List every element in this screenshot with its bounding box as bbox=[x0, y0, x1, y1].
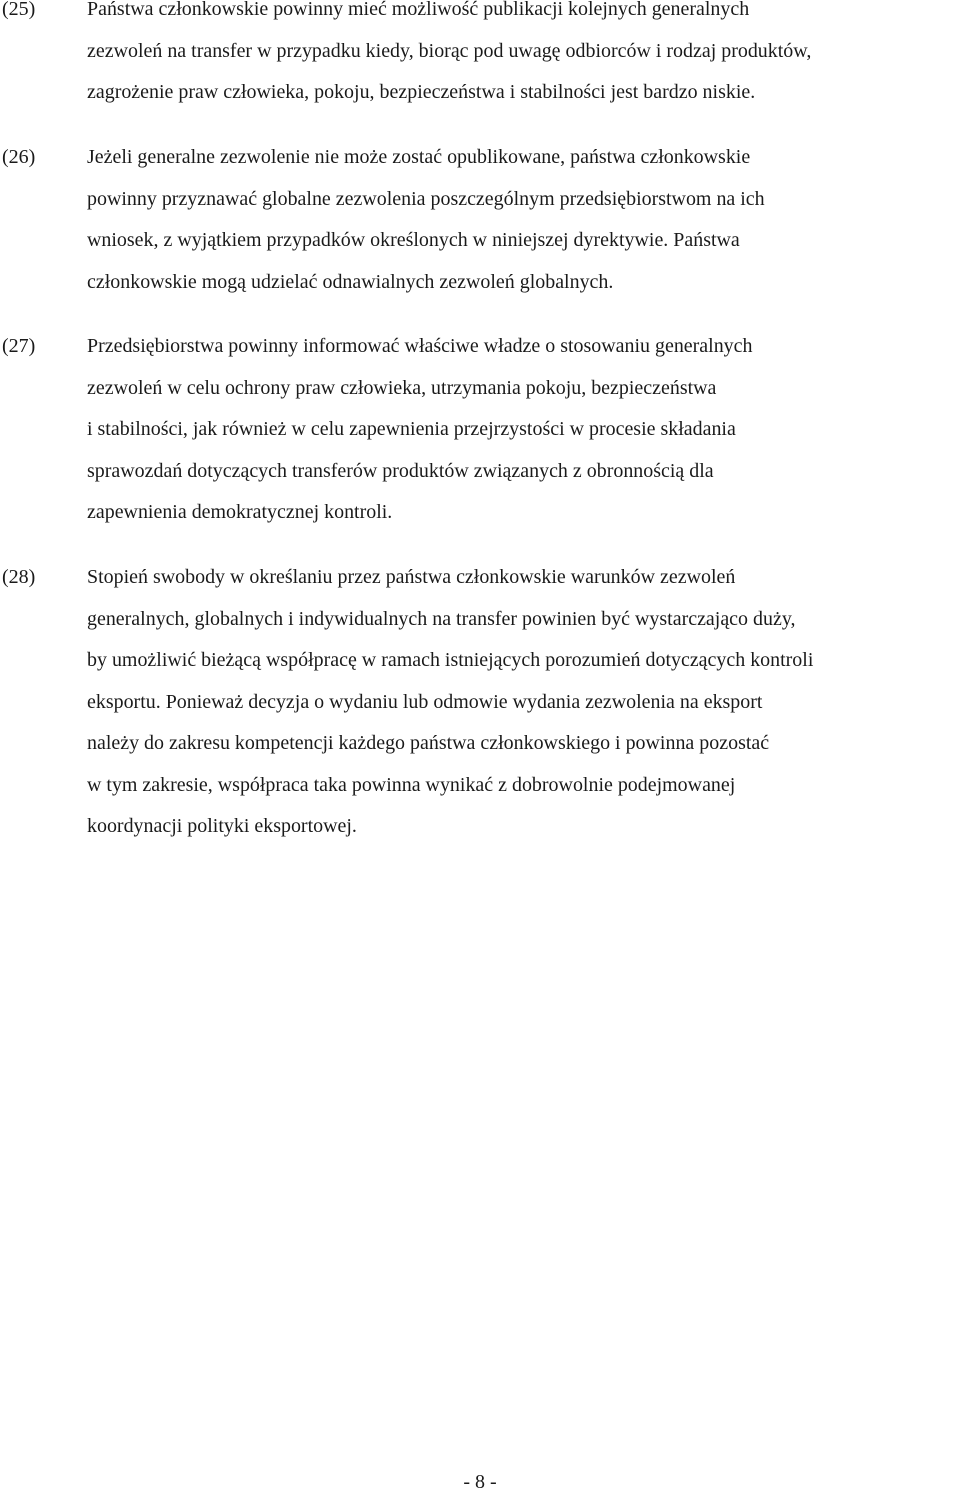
text-line: zagrożenie praw człowieka, pokoju, bezpieczeństwa i stabilności jest bardzo niskie. bbox=[87, 81, 756, 103]
recital-number: (28) bbox=[2, 566, 36, 588]
text-line: zezwoleń w celu ochrony praw człowieka, utrzymania pokoju, bezpieczeństwa bbox=[87, 376, 717, 399]
text-line: i stabilności, jak również w celu zapewnienia przejrzystości w procesie składania bbox=[87, 418, 736, 440]
text-line: zezwoleń na transfer w przypadku kiedy, biorąc pod uwagę odbiorców i rodzaj produktów, bbox=[87, 39, 812, 62]
text-line: wniosek, z wyjątkiem przypadków określonych w niniejszej dyrektywie. Państwa bbox=[87, 229, 740, 251]
text-line: koordynacji polityki eksportowej. bbox=[87, 815, 357, 837]
text-line: by umożliwić bieżącą współpracę w ramach istniejących porozumień dotyczących kontroli bbox=[87, 649, 814, 671]
text-line: Jeżeli generalne zezwolenie nie może zostać opublikowane, państwa członkowskie bbox=[87, 146, 751, 168]
text-line: członkowskie mogą udzielać odnawialnych zezwoleń globalnych. bbox=[87, 270, 614, 293]
text-line: należy do zakresu kompetencji każdego państwa członkowskiego i powinna pozostać bbox=[87, 732, 770, 754]
recital-text bbox=[87, 557, 960, 848]
text-line: powinny przyznawać globalne zezwolenia poszczególnym przedsiębiorstwom na ich bbox=[87, 187, 765, 210]
text-line: zapewnienia demokratycznej kontroli. bbox=[87, 501, 393, 523]
text-line: sprawozdań dotyczących transferów produktów związanych z obronnością dla bbox=[87, 459, 714, 482]
page-number: - 8 - bbox=[463, 1471, 497, 1493]
recital-text bbox=[87, 0, 960, 114]
text-line: Przedsiębiorstwa powinny informować właściwe władze o stosowaniu generalnych bbox=[87, 335, 753, 357]
recital-text bbox=[87, 326, 960, 534]
text-line: eksportu. Ponieważ decyzja o wydaniu lub odmowie wydania zezwolenia na eksport bbox=[87, 690, 763, 713]
text-line: generalnych, globalnych i indywidualnych na transfer powinien być wystarczająco duży, bbox=[87, 607, 796, 630]
text-line: Stopień swobody w określaniu przez państwa członkowskie warunków zezwoleń bbox=[87, 566, 736, 588]
text-line: w tym zakresie, współpraca taka powinna wynikać z dobrowolnie podejmowanej bbox=[87, 773, 736, 796]
recital-number: (27) bbox=[2, 335, 36, 357]
recital-number: (25) bbox=[2, 0, 36, 20]
text-line: Państwa członkowskie powinny mieć możliwość publikacji kolejnych generalnych bbox=[87, 0, 750, 20]
recital-number: (26) bbox=[2, 146, 36, 168]
recital-text bbox=[87, 137, 960, 303]
